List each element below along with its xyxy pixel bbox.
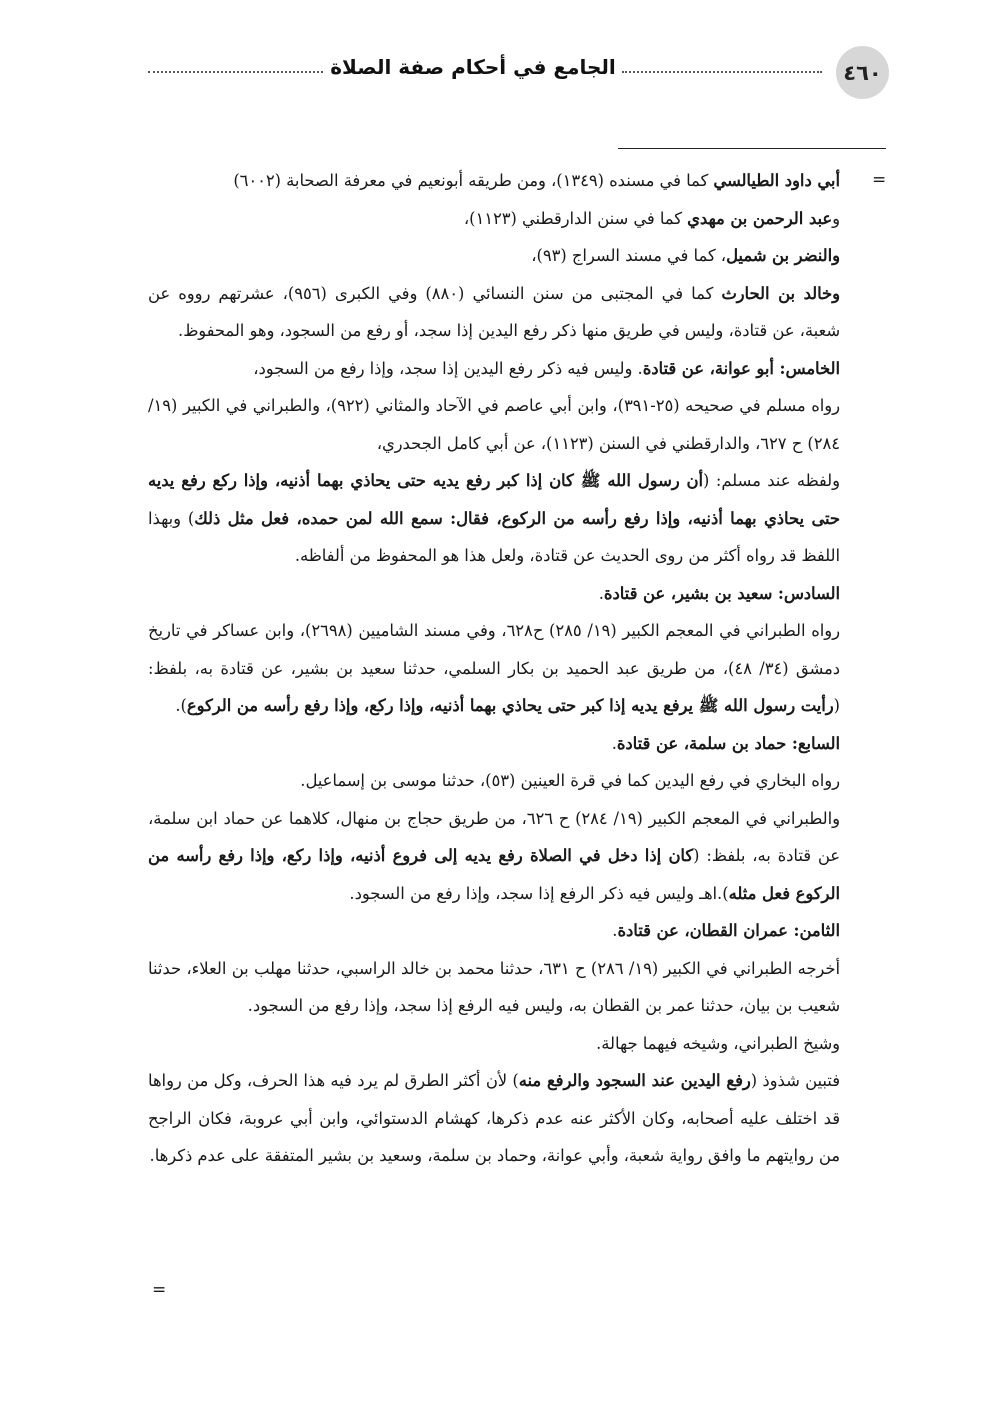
running-header-title: الجامع في أحكام صفة الصلاة: [330, 55, 616, 79]
footnote-paragraph: وشيخ الطبراني، وشيخه فيهما جهالة.: [596, 1033, 840, 1053]
section-heading-seventh: السابع: حماد بن سلمة، عن قتادة.: [611, 733, 840, 753]
section-heading-eighth: الثامن: عمران القطان، عن قتادة.: [612, 921, 840, 940]
section-heading-fifth: الخامس: أبو عوانة، عن قتادة. وليس فيه ذكر رفع اليدين إذا سجد، وإذا رفع من السجود،: [253, 358, 840, 378]
footnote-paragraph: رواه الطبراني في المعجم الكبير (١٩/ ٢٨٥) ح٦٢٨، وفي مسند الشاميين (٢٦٩٨)، وابن عساكر في تاريخ دمشق (٣٤/ ٤٨)، من طريق عبد الحميد بن بكار السلمي، حدثنا سعيد بن بشير، عن قتادة به، بلفظ: (رأيت رسول الله ﷺ يرفع يديه إذا كبر حتى يحاذي بهما أذنيه، وإذا ركع، وإذا رفع رأسه من الركوع).: [148, 621, 840, 715]
footnote-paragraph: ولفظه عند مسلم: (أن رسول الله ﷺ كان إذا كبر رفع يديه حتى يحاذي بهما أذنيه، وإذا ركع رفع يديه حتى يحاذي بهما أذنيه، وإذا رفع رأسه من الركوع، فقال: سمع الله لمن حمده، فعل مثل ذلك) وبهذا اللفظ قد رواه أكثر من روى الحديث عن قتادة، ولعل هذا هو المحفوظ من ألفاظه.: [148, 471, 841, 565]
footnote-paragraph: أخرجه الطبراني في الكبير (١٩/ ٢٨٦) ح ٦٣١، حدثنا محمد بن خالد الراسبي، حدثنا مهلب بن العلاء، حدثنا شعيب بن بيان، حدثنا عمر بن القطان به، وليس فيه الرفع إذا سجد، وإذا رفع من السجود.: [148, 958, 840, 1015]
footnote-paragraph: وعبد الرحمن بن مهدي كما في سنن الدارقطني (١١٢٣)،: [463, 208, 840, 228]
footnote-paragraph: وخالد بن الحارث كما في المجتبى من سنن النسائي (٨٨٠) وفي الكبرى (٩٥٦)، عشرتهم رووه عن شعبة، عن قتادة، وليس في طريق منها ذكر رفع اليدين إذا سجد، أو رفع من السجود، وهو المحفوظ.: [148, 283, 840, 340]
footnote-paragraph: رواه البخاري في رفع اليدين كما في قرة العينين (٥٣)، حدثنا موسى بن إسماعيل.: [300, 771, 840, 790]
continuation-mark-top: =: [872, 170, 887, 190]
header-dotted-line-left: [148, 71, 323, 73]
header-dotted-line-right: [622, 71, 822, 73]
footnote-paragraph: والنضر بن شميل، كما في مسند السراج (٩٣)،: [531, 246, 840, 265]
section-heading-sixth: السادس: سعيد بن بشير، عن قتادة.: [598, 583, 840, 603]
footnote-paragraph: أبي داود الطيالسي كما في مسنده (١٣٤٩)، ومن طريقه أبونعيم في معرفة الصحابة (٦٠٠٢): [233, 171, 840, 190]
footnote-separator: [618, 148, 886, 149]
footnote-paragraph: فتبين شذوذ (رفع اليدين عند السجود والرفع منه) لأن أكثر الطرق لم يرد فيه هذا الحرف، وكل من رواها قد اختلف عليه أصحابه، وكان الأكثر عنه عدم ذكرها، كهشام الدستوائي، وابن أبي عروبة، فكان الراجح من روايتهم ما وافق رواية شعبة، وأبي عوانة، وحماد بن سلمة، وسعيد بن بشير المتفقة على عدم ذكرها.: [148, 1071, 841, 1165]
footnote-paragraph: رواه مسلم في صحيحه (٢٥-٣٩١)، وابن أبي عاصم في الآحاد والمثاني (٩٢٢)، والطبراني في الكبير (١٩/ ٢٨٤) ح ٦٢٧، والدارقطني في السنن (١١٢٣)، عن أبي كامل الجحدري،: [148, 396, 840, 453]
footnote-paragraph: والطبراني في المعجم الكبير (١٩/ ٢٨٤) ح ٦٢٦، من طريق حجاج بن منهال، كلاهما عن حماد ابن سلمة، عن قتادة به، بلفظ: (كان إذا دخل في الصلاة رفع يديه إلى فروع أذنيه، وإذا ركع، وإذا رفع رأسه من الركوع فعل مثله).اهـ وليس فيه ذكر الرفع إذا سجد، وإذا رفع من السجود.: [148, 808, 841, 903]
page-number: ٤٦٠: [836, 46, 889, 99]
footnote-body: [148, 162, 840, 1175]
continuation-mark-bottom: =: [152, 1280, 167, 1300]
